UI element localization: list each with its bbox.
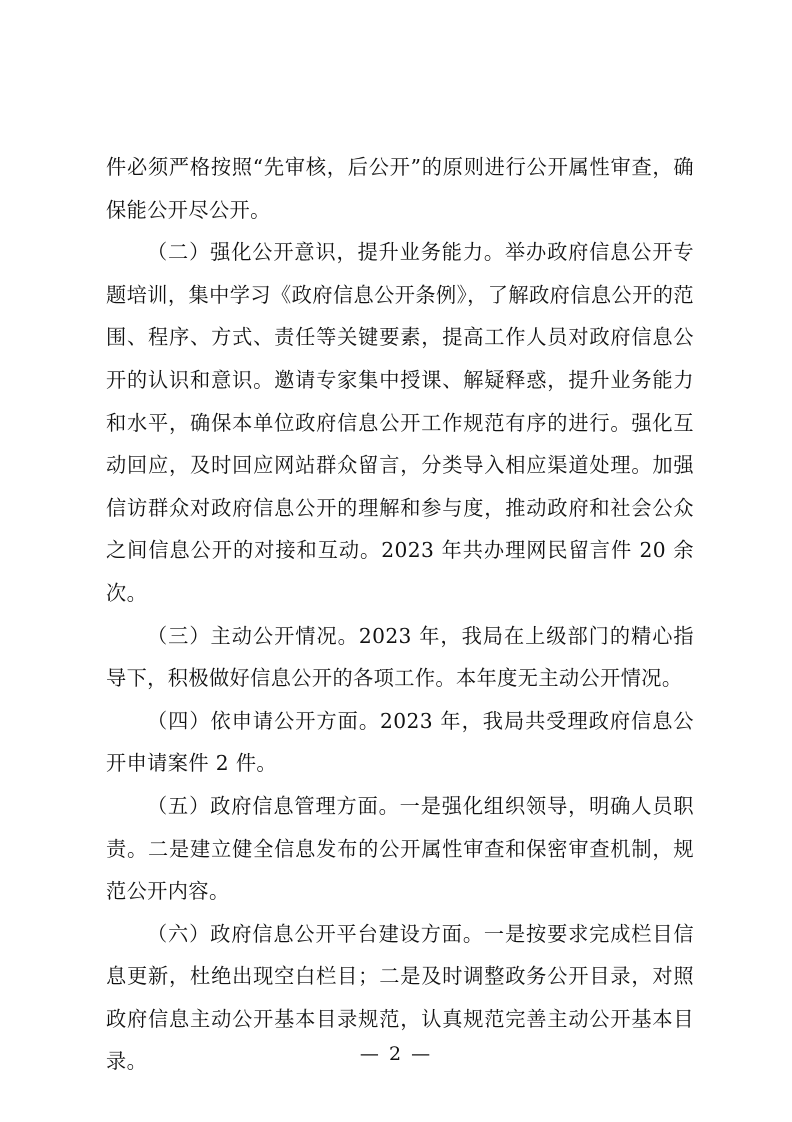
paragraph-section-4: （四）依申请公开方面。2023 年，我局共受理政府信息公开申请案件 2 件。 [106, 708, 694, 776]
page-number: — 2 — [359, 1043, 433, 1065]
paragraph-continuation: 件必须严格按照“先审核，后公开”的原则进行公开属性审查，确保能公开尽公开。 [106, 155, 694, 222]
document-body [106, 146, 694, 1083]
paragraph-section-5: （五）政府信息管理方面。一是强化组织领导，明确人员职责。二是建立健全信息发布的公开属性审查和保密审查机制，规范公开内容。 [106, 793, 694, 904]
paragraph-section-3: （三）主动公开情况。2023 年，我局在上级部门的精心指导下，积极做好信息公开的各项工作。本年度无主动公开情况。 [106, 623, 694, 691]
paragraph-section-6: （六）政府信息公开平台建设方面。一是按要求完成栏目信息更新，杜绝出现空白栏目；二是及时调整政务公开目录，对照政府信息主动公开基本目录规范，认真规范完善主动公开基本目录。 [106, 921, 694, 1074]
paragraph-section-2: （二）强化公开意识，提升业务能力。举办政府信息公开专题培训，集中学习《政府信息公开条例》，了解政府信息公开的范围、程序、方式、责任等关键要素，提高工作人员对政府信息公开的认识和意识。邀请专家集中授课、解疑释惑，提升业务能力和水平，确保本单位政府信息公开工作规范有序的进行。强化互动回应，及时回应网站群众留言，分类导入相应渠道处理。加强信访群众对政府信息公开的理解和参与度，推动政府和社会公众之间信息公开的对接和互动。2023 年共办理网民留言件 20 余次。 [106, 240, 694, 605]
